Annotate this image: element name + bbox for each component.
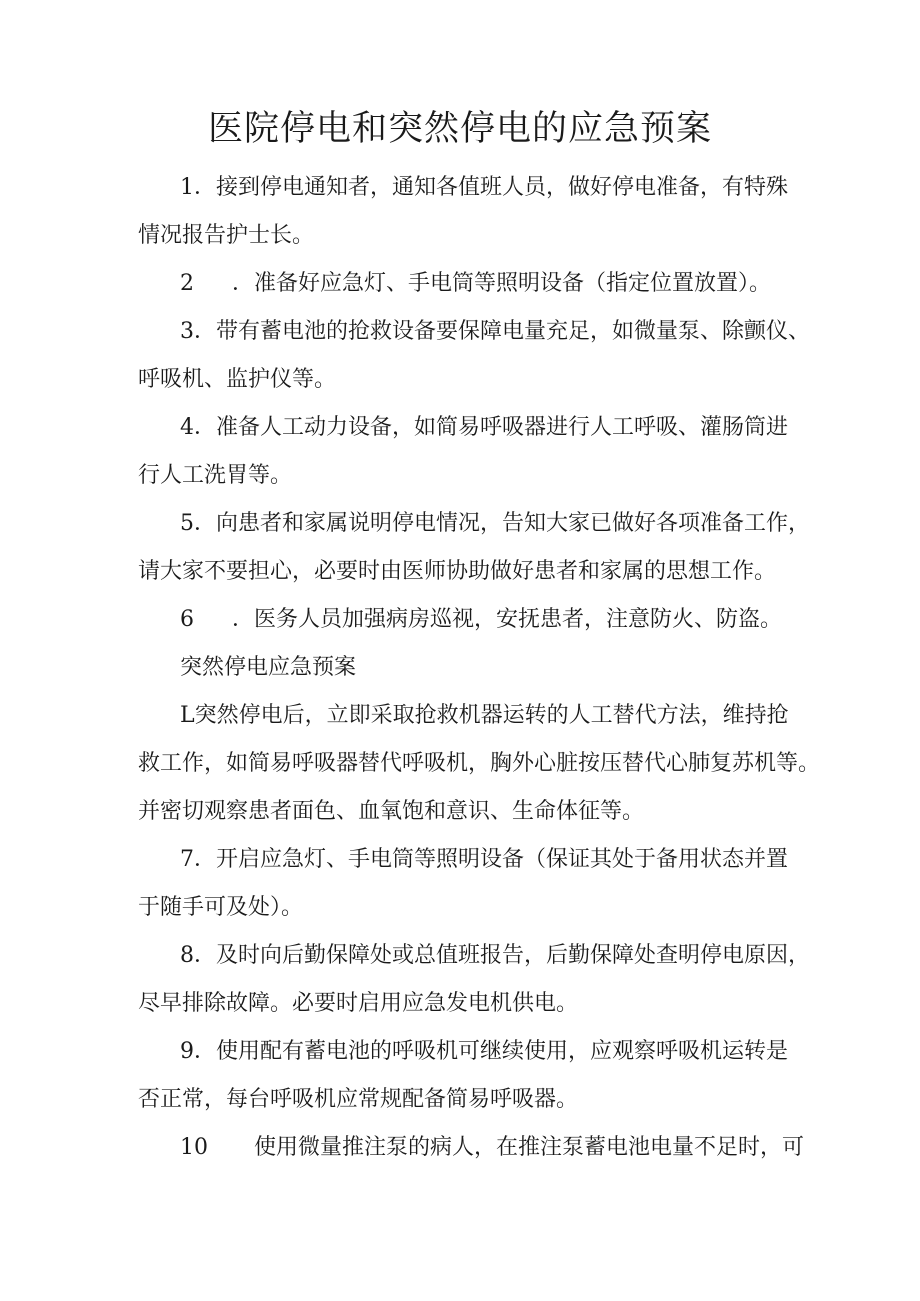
item-9-line-2: 否正常，每台呼吸机应常规配备简易呼吸器。: [138, 1087, 579, 1112]
document-title: 医院停电和突然停电的应急预案: [207, 109, 712, 149]
item-7-line-2: 于随手可及处）。: [138, 895, 304, 920]
item-1-line-2: 情况报告护士长。: [138, 223, 315, 248]
item-8-line-2: 尽早排除故障。必要时启用应急发电机供电。: [138, 991, 579, 1016]
section-heading: 突然停电应急预案: [180, 655, 357, 680]
item-2-number: 2: [180, 271, 194, 296]
item-3-line-2: 呼吸机、监护仪等。: [138, 367, 337, 392]
item-5-line-2: 请大家不要担心，必要时由医师协助做好患者和家属的思想工作。: [138, 559, 777, 584]
item-5-line-1: 5．向患者和家属说明停电情况，告知大家已做好各项准备工作，: [180, 511, 810, 536]
item-4-line-1: 4．准备人工动力设备，如简易呼吸器进行人工呼吸、灌肠筒进: [180, 415, 788, 440]
item-6: [180, 605, 782, 635]
item-2: [180, 269, 771, 299]
item-9-line-1: 9．使用配有蓄电池的呼吸机可继续使用，应观察呼吸机运转是: [180, 1039, 788, 1064]
sudden-item-1-line-1: L突然停电后，立即采取抢救机器运转的人工替代方法，维持抢: [180, 703, 789, 728]
item-4-line-2: 行人工洗胃等。: [138, 463, 293, 488]
item-10-text: 使用微量推注泵的病人，在推注泵蓄电池电量不足时，可: [254, 1135, 805, 1160]
item-6-number: 6: [180, 607, 194, 632]
item-7-line-1: 7．开启应急灯、手电筒等照明设备（保证其处于备用状态并置: [180, 847, 788, 872]
item-8-line-1: 8．及时向后勤保障处或总值班报告，后勤保障处查明停电原因，: [180, 943, 810, 968]
item-10: [180, 1133, 804, 1163]
item-1-line-1: 1．接到停电通知者，通知各值班人员，做好停电准备，有特殊: [180, 175, 788, 200]
sudden-item-1-line-3: 并密切观察患者面色、血氧饱和意识、生命体征等。: [138, 799, 645, 824]
sudden-item-1-line-2: 救工作，如简易呼吸器替代呼吸机，胸外心脏按压替代心肺复苏机等。: [138, 751, 821, 776]
item-10-number: 10: [180, 1135, 208, 1160]
item-3-line-1: 3．带有蓄电池的抢救设备要保障电量充足，如微量泵、除颤仪、: [180, 319, 810, 344]
item-2-text: ．准备好应急灯、手电筒等照明设备（指定位置放置）。: [232, 271, 772, 296]
item-6-text: ．医务人员加强病房巡视，安抚患者，注意防火、防盗。: [232, 607, 783, 632]
